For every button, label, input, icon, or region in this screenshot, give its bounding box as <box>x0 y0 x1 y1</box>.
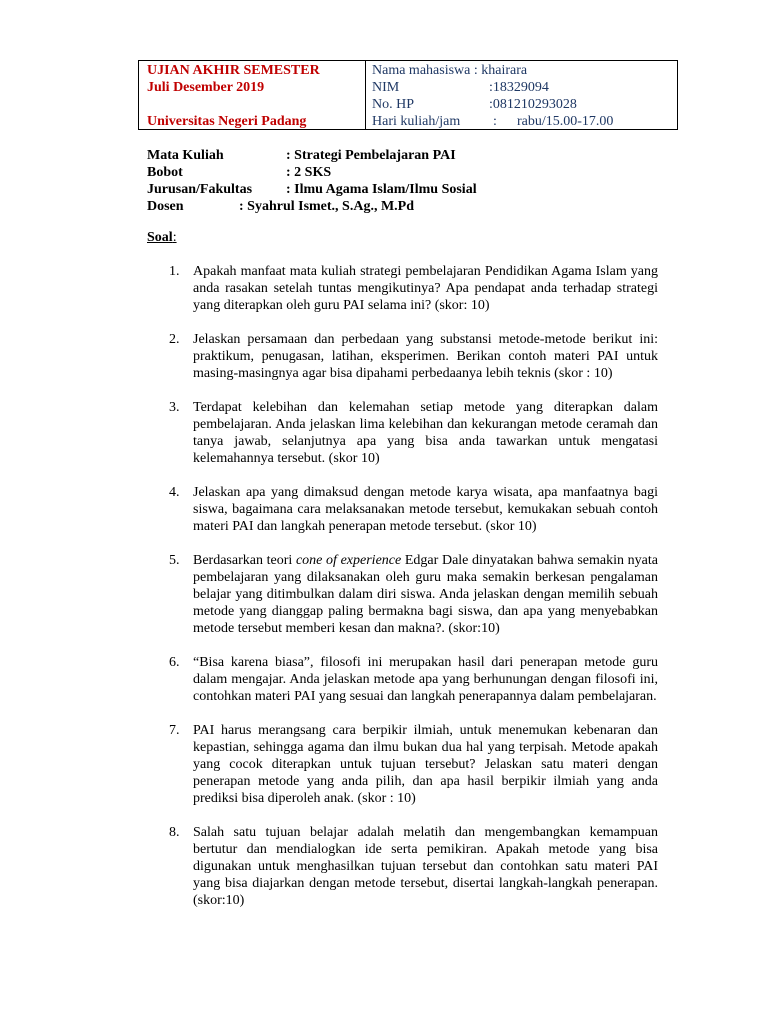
nim-label: NIM <box>372 80 400 95</box>
question-text: Jelaskan persamaan dan perbedaan yang substansi metode-metode berikut ini: praktikum, penugasan, latihan, eksperimen. Berikan contoh materi PAI untuk masing-masingnya agar bisa dipahami perbedaanya lebih teknis (skor : 10) <box>193 332 658 381</box>
schedule-row <box>372 113 677 130</box>
question-number: 1. <box>169 264 180 279</box>
university-name: Universitas Negeri Padang <box>147 114 307 129</box>
question-item <box>147 263 658 314</box>
hp-row <box>372 96 677 113</box>
question-text: Salah satu tujuan belajar adalah melatih dan mengembangkan kemampuan bertutur dan mendialogkan ide serta pemikiran. Apakah metode yang bisa digunakan untuk menghasilkan tujuan tersebut dan contohkan satu materi PAI yang bisa diajarkan dengan metode tersebut, disertai langkah-langkah penerapan.(skor:10) <box>193 825 658 908</box>
questions-heading: Soal: <box>147 230 177 245</box>
question-number: 6. <box>169 655 180 670</box>
question-list <box>147 263 658 926</box>
nim-value: :18329094 <box>489 80 549 95</box>
lecturer-value: : Syahrul Ismet., S.Ag., M.Pd <box>239 199 415 214</box>
exam-info-cell <box>139 61 366 129</box>
weight-value: : 2 SKS <box>286 165 332 180</box>
course-label: Mata Kuliah <box>147 148 224 163</box>
question-number: 3. <box>169 400 180 415</box>
cone-of-experience-term: cone of experience <box>295 553 402 568</box>
student-info-cell <box>366 61 677 129</box>
question-text: PAI harus merangsang cara berpikir ilmiah, untuk menemukan kebenaran dan kepastian, sehingga agama dan ilmu bukan dua hal yang terpisah. Metode apakah yang cocok diterapkan untuk tujuan tersebut? Jelaskan satu materi dengan penerapan metode yang anda pilih, dan apa hasil berpikir ilmiah yang anda prediksi bisa diperoleh anak. (skor : 10) <box>193 723 658 806</box>
exam-title: UJIAN AKHIR SEMESTER <box>147 63 320 78</box>
question-number: 7. <box>169 723 180 738</box>
question-number: 5. <box>169 553 180 568</box>
question-text: Terdapat kelebihan dan kelemahan setiap metode yang diterapkan dalam pembelajaran. Anda jelaskan lima kelebihan dan kekurangan metode ceramah dan tanya jawab, selanjutnya apa yang bisa anda tawarkan untuk mengatasi kelemahannya tersebut. (skor 10) <box>193 400 658 466</box>
lecturer-label: Dosen <box>147 199 184 214</box>
question-text: “Bisa karena biasa”, filosofi ini merupakan hasil dari penerapan metode guru dalam mengajar. Anda jelaskan metode apa yang berhunungan dengan filosofi ini, contohkan materi PAI yang sesuai dan langkah penerapannya dalam pembelajaran. <box>193 655 658 704</box>
question-item <box>147 722 658 807</box>
schedule-label: Hari kuliah/jam <box>372 114 461 129</box>
course-value: : Strategi Pembelajaran PAI <box>286 148 456 163</box>
student-name: Nama mahasiswa : khairara <box>372 63 528 78</box>
question-item <box>147 331 658 382</box>
schedule-separator: : <box>493 114 497 129</box>
question-text: Apakah manfaat mata kuliah strategi pembelajaran Pendidikan Agama Islam yang anda rasakan setelah tuntas mengikutinya? Apa pendapat anda terhadap strategi yang diterapkan oleh guru PAI selama ini? (skor: 10) <box>193 264 658 313</box>
question-text: Jelaskan apa yang dimaksud dengan metode karya wisata, apa manfaatnya bagi siswa, bagaimana cara melaksanakan metode tersebut, kemukakan sebuah contoh materi PAI dan langkah penerapan metode tersebut. (skor 10) <box>193 485 658 534</box>
question-item <box>147 824 658 909</box>
question-number: 4. <box>169 485 180 500</box>
hp-value: :081210293028 <box>489 97 577 112</box>
question-item <box>147 552 658 637</box>
question-item <box>147 399 658 467</box>
question-item <box>147 484 658 535</box>
schedule-value: rabu/15.00-17.00 <box>517 114 614 129</box>
weight-label: Bobot <box>147 165 183 180</box>
question-number: 2. <box>169 332 180 347</box>
question-text: Berdasarkan teori cone of experience Edgar Dale dinyatakan bahwa semakin nyata pembelajaran yang dilaksanakan oleh guru maka semakin berkesan pengalaman belajar yang ditimbulkan dalam diri siswa. Anda jelaskan dengan memilih sebuah metode yang dianggap paling bermakna bagi siswa, dan apa yang menyebabkan metode tersebut memberi kesan dan makna?. (skor:10) <box>193 553 658 636</box>
question-number: 8. <box>169 825 180 840</box>
nim-row <box>372 79 677 96</box>
department-value: : Ilmu Agama Islam/Ilmu Sosial <box>286 182 477 197</box>
course-info <box>147 147 477 215</box>
question-item <box>147 654 658 705</box>
header-table <box>138 60 678 130</box>
hp-label: No. HP <box>372 97 415 112</box>
department-label: Jurusan/Fakultas <box>147 182 253 197</box>
exam-period: Juli Desember 2019 <box>147 80 265 95</box>
student-name-row <box>372 62 677 79</box>
